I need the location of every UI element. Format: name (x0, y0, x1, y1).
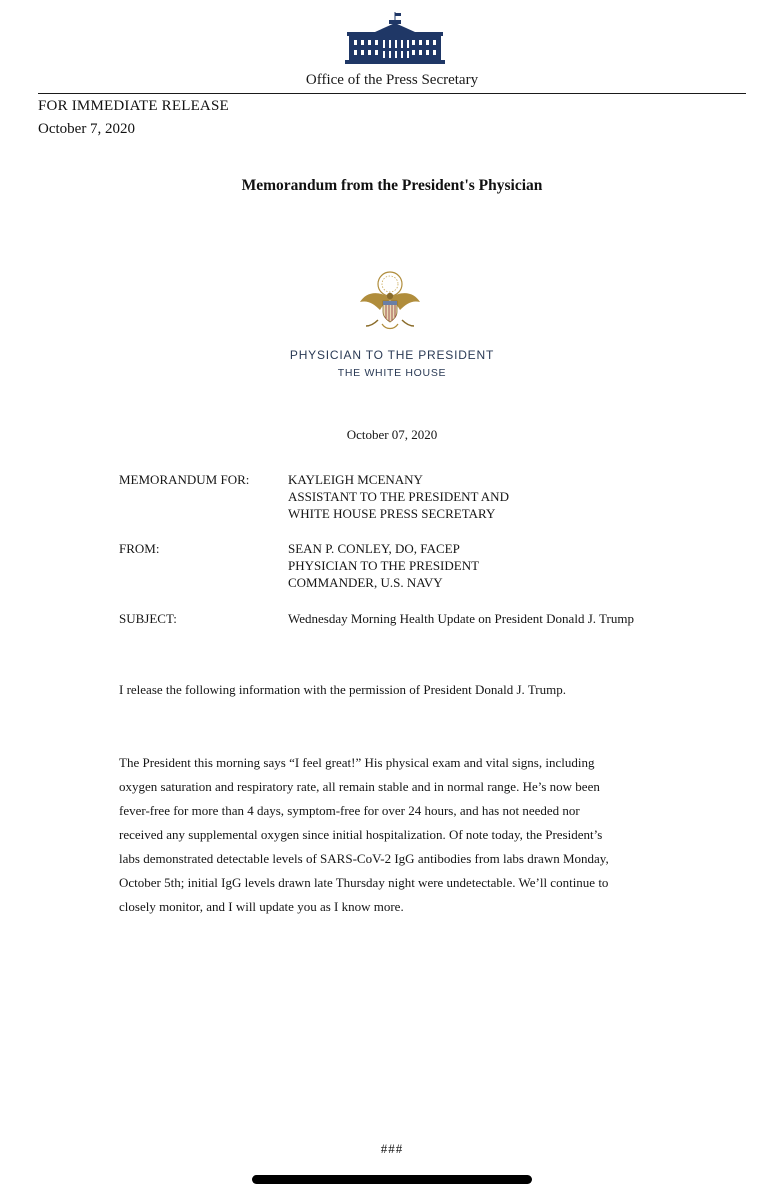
letterhead-title: PHYSICIAN TO THE PRESIDENT (289, 348, 495, 362)
body-paragraph (119, 751, 659, 919)
memorandum-for-line: ASSISTANT TO THE PRESIDENT AND (288, 489, 509, 504)
body-line: labs demonstrated detectable levels of SARS-CoV-2 IgG antibodies from labs drawn Monday, (119, 851, 609, 866)
subject-label: SUBJECT: (119, 611, 177, 626)
header-divider (38, 93, 746, 94)
presidential-seal-icon (356, 268, 424, 336)
letterhead-subtitle: THE WHITE HOUSE (337, 367, 447, 379)
from-line: SEAN P. CONLEY, DO, FACEP (288, 541, 460, 556)
memo-date: October 07, 2020 (346, 427, 438, 442)
from-label: FROM: (119, 541, 160, 556)
memorandum-for-line: WHITE HOUSE PRESS SECRETARY (288, 506, 496, 521)
release-date: October 7, 2020 (38, 121, 136, 137)
body-line: fever-free for more than 4 days, symptom-free for over 24 hours, and has not needed nor (119, 803, 580, 818)
subject-text: Wednesday Morning Health Update on President Donald J. Trump (288, 611, 634, 626)
body-line: received any supplemental oxygen since initial hospitalization. Of note today, the President’s (119, 827, 603, 842)
memorandum-for-line: KAYLEIGH MCENANY (288, 472, 423, 487)
body-line: closely monitor, and I will update you as I know more. (119, 899, 404, 914)
office-title: Office of the Press Secretary (305, 72, 479, 88)
from-line: PHYSICIAN TO THE PRESIDENT (288, 558, 480, 573)
memorandum-for-label: MEMORANDUM FOR: (119, 472, 250, 487)
memo-heading: Memorandum from the President's Physician (241, 177, 543, 194)
release-label: FOR IMMEDIATE RELEASE (38, 98, 229, 114)
from-line: COMMANDER, U.S. NAVY (288, 575, 443, 590)
body-line: oxygen saturation and respiratory rate, all remain stable and in normal range. He’s now been (119, 779, 600, 794)
intro-paragraph: I release the following information with the permission of President Donald J. Trump. (119, 682, 566, 697)
end-mark: ### (380, 1141, 404, 1156)
body-line: October 5th; initial IgG levels drawn late Thursday night were undetectable. We’ll continue to (119, 875, 609, 890)
home-indicator[interactable] (252, 1175, 532, 1184)
white-house-logo-icon (345, 12, 445, 64)
body-line: The President this morning says “I feel great!” His physical exam and vital signs, including (119, 755, 595, 770)
